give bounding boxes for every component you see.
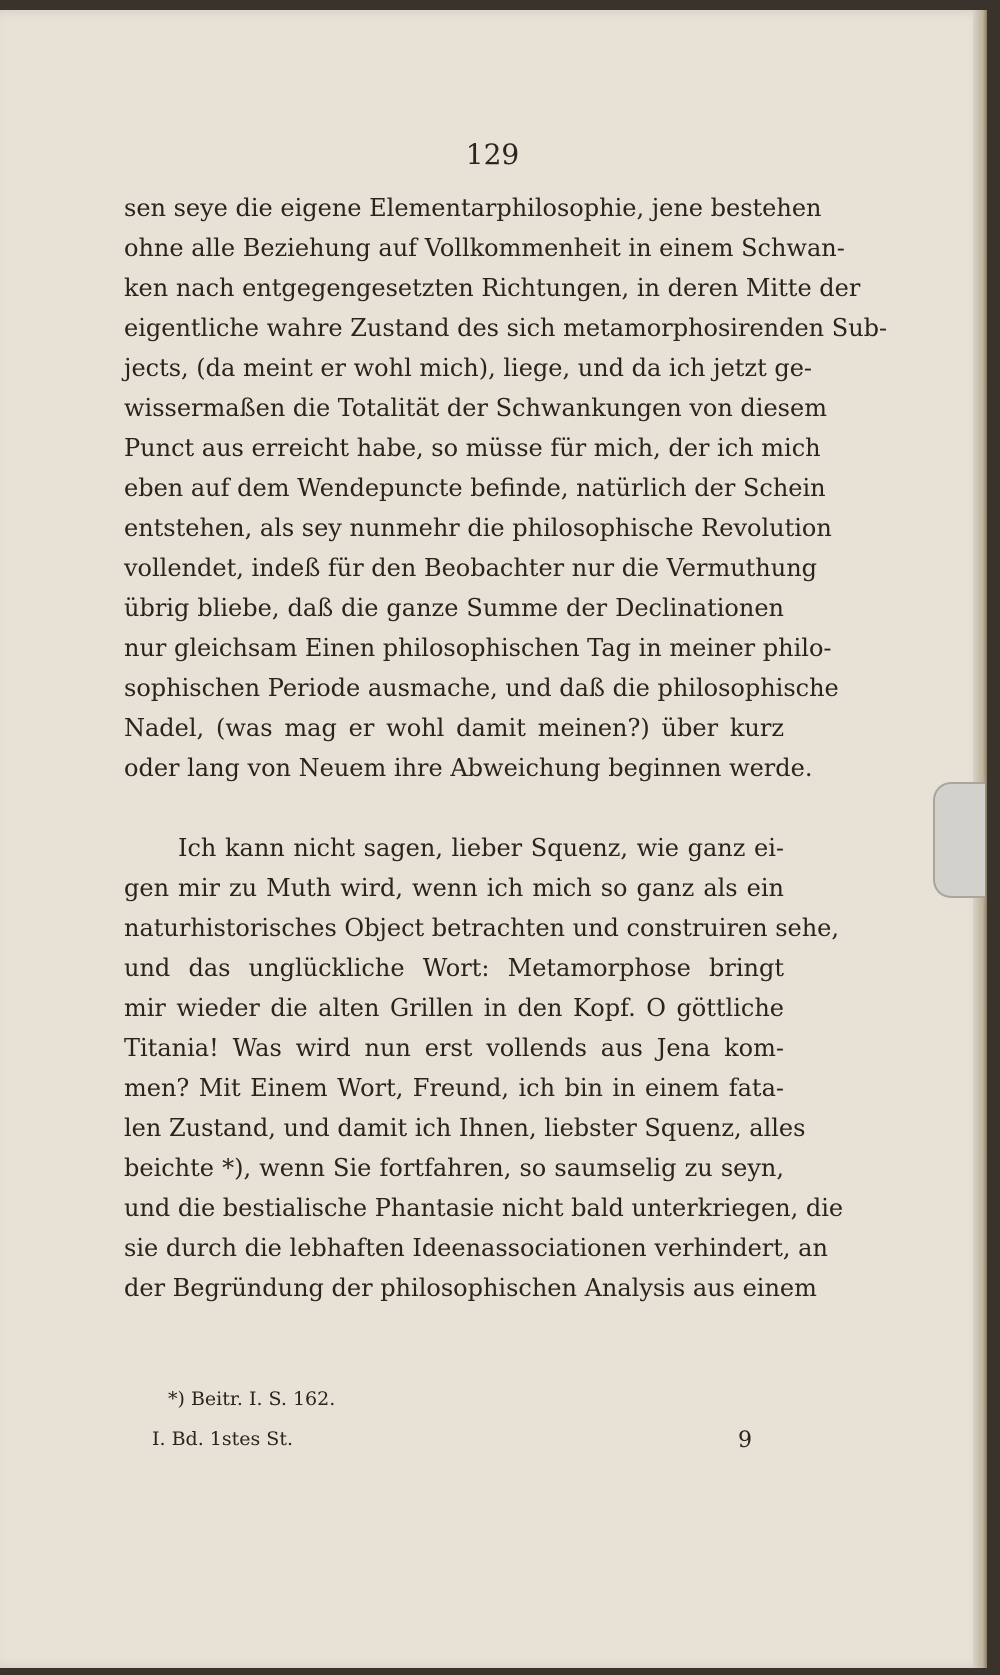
signature-mark: 9 [738, 1428, 752, 1453]
text-line: Titania! Was wird nun erst vollends aus Jena kom- [124, 1034, 784, 1062]
paragraph-gap [124, 788, 784, 828]
text-line: übrig bliebe, daß die ganze Summe der Declinationen [124, 594, 784, 622]
text-line: Ich kann nicht sagen, lieber Squenz, wie ganz ei- [178, 834, 784, 862]
text-line: wissermaßen die Totalität der Schwankungen von diesem [124, 394, 827, 422]
text-line: Punct aus erreicht habe, so müsse für mich, der ich mich [124, 434, 821, 462]
paragraph-2 [124, 828, 844, 1308]
text-line: sie durch die lebhaften Ideenassociationen verhindert, an [124, 1234, 828, 1262]
text-line: mir wieder die alten Grillen in den Kopf. O göttliche [124, 994, 784, 1022]
text-line: oder lang von Neuem ihre Abweichung beginnen werde. [124, 754, 813, 782]
text-line: vollendet, indeß für den Beobachter nur die Vermuthung [124, 554, 818, 582]
text-line: len Zustand, und damit ich Ihnen, liebster Squenz, alles [124, 1114, 806, 1142]
text-line: und die bestialische Phantasie nicht bald unterkriegen, die [124, 1194, 844, 1222]
text-line: nur gleichsam Einen philosophischen Tag in meiner philo- [124, 634, 832, 662]
footnote: *) Beitr. I. S. 162. [168, 1388, 336, 1410]
text-line: sophischen Periode ausmache, und daß die philosophische [124, 674, 839, 702]
text-line: eben auf dem Wendepuncte befinde, natürlich der Schein [124, 474, 826, 502]
text-line: eigentliche wahre Zustand des sich metamorphosirenden Sub- [124, 314, 888, 342]
paragraph-1 [124, 188, 888, 788]
text-line: sen seye die eigene Elementarphilosophie, jene bestehen [124, 194, 822, 222]
text-line: ken nach entgegengesetzten Richtungen, in deren Mitte der [124, 274, 861, 302]
text-line: entstehen, als sey nunmehr die philosophische Revolution [124, 514, 832, 542]
text-line: naturhistorisches Object betrachten und construiren sehe, [124, 914, 840, 942]
text-line: gen mir zu Muth wird, wenn ich mich so ganz als ein [124, 874, 784, 902]
text-line: men? Mit Einem Wort, Freund, ich bin in einem fata- [124, 1074, 784, 1102]
text-line: und das unglückliche Wort: Metamorphose bringt [124, 954, 784, 982]
main-text [124, 188, 888, 1308]
page-number: 129 [465, 138, 520, 171]
text-line: jects, (da meint er wohl mich), liege, und da ich jetzt ge- [124, 354, 813, 382]
book-page [0, 10, 987, 1668]
printer-signature: I. Bd. 1stes St. [152, 1428, 293, 1450]
tab-marker [933, 782, 985, 898]
text-line: der Begründung der philosophischen Analysis aus einem [124, 1274, 817, 1302]
text-line: beichte *), wenn Sie fortfahren, so saumselig zu seyn, [124, 1154, 784, 1182]
text-line: Nadel, (was mag er wohl damit meinen?) über kurz [124, 714, 784, 742]
text-line: ohne alle Beziehung auf Vollkommenheit in einem Schwan- [124, 234, 845, 262]
